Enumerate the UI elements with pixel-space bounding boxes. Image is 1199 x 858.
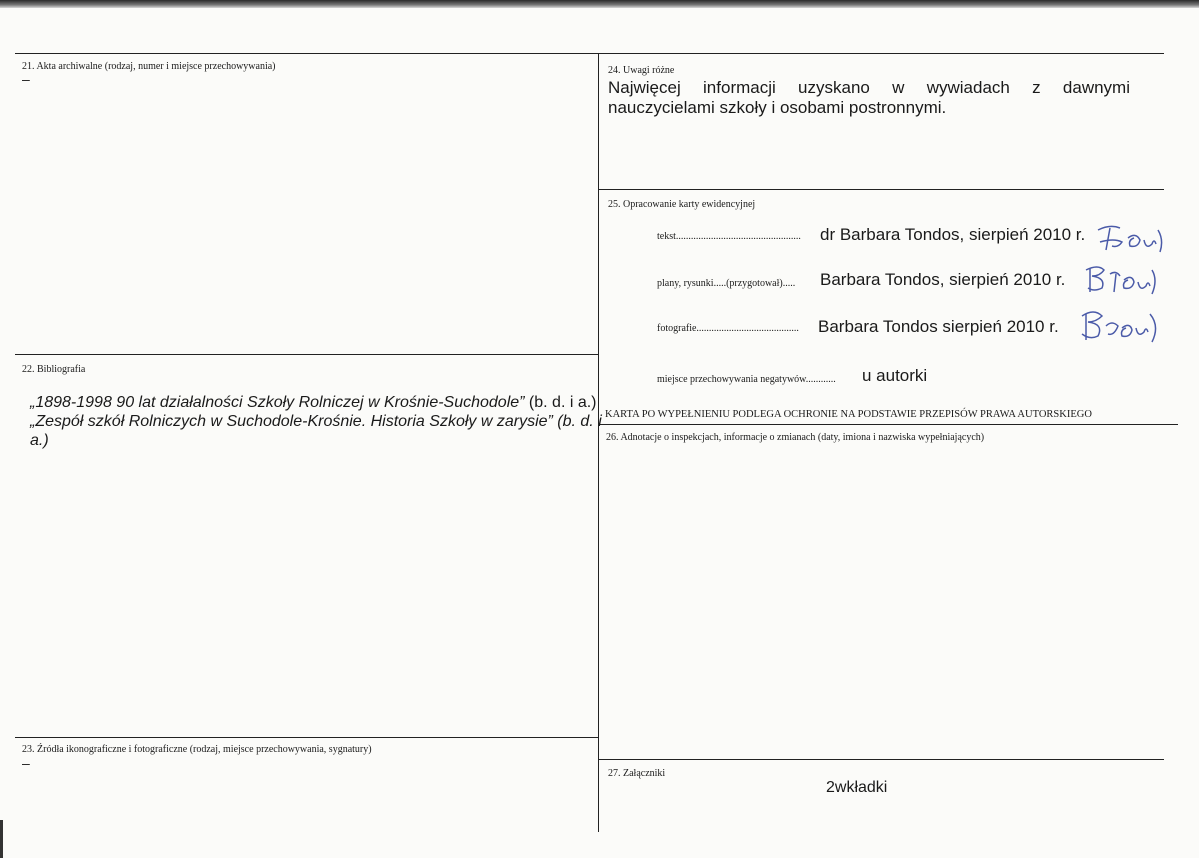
photos-row-value: Barbara Tondos sierpień 2010 r. [818,317,1059,336]
divider-21-22 [15,354,598,355]
text-row-value: dr Barbara Tondos, sierpień 2010 r. [820,225,1086,244]
bibliography-entry [30,393,602,412]
divider-26-27 [598,759,1164,760]
scan-left-edge [0,820,3,858]
negatives-row-label: miejsce przechowywania negatywów............ [657,374,836,385]
section-21-value: – [22,71,30,87]
section-27-title: 27. Załączniki [608,768,666,779]
top-border [15,53,1164,54]
section-24-text-line1: Najwięcej informacji uzyskano w wywiadach z dawnymi [608,78,1130,97]
bibliography-list [30,393,602,450]
divider-24-25 [598,189,1164,190]
section-24-text-line2: nauczycielami szkoły i osobami postronnymi. [608,98,947,117]
attachments-value: 2wkładki [826,779,888,796]
section-22-title: 22. Bibliografia [22,364,86,375]
text-row-label: tekst.................................................. [657,231,801,242]
bibliography-entry-note: (b. d. i a.) [30,413,602,449]
section-23-value: – [22,755,30,771]
bibliography-entry-title: „1898-1998 90 lat działalności Szkoły Rolniczej w Krośnie-Suchodole” [30,394,525,411]
divider-25-26 [598,424,1178,425]
signature-1 [1088,220,1168,256]
plans-row-value: Barbara Tondos, sierpień 2010 r. [820,270,1066,289]
bibliography-entry-note: (b. d. i a.) [524,394,597,411]
scan-top-edge [0,0,1199,8]
photos-row-label: fotografie......................................... [657,323,799,334]
section-25-title: 25. Opracowanie karty ewidencyjnej [608,199,756,210]
plans-row-label: plany, rysunki.....(przygotował)..... [657,278,796,289]
copyright-notice: KARTA PO WYPEŁNIENIU PODLEGA OCHRONIE NA PODSTAWIE PRZEPISÓW PRAWA AUTORSKIEGO [605,409,1092,420]
section-26-title: 26. Adnotacje o inspekcjach, informacje o zmianach (daty, imiona i nazwiska wypełniających) [606,432,985,443]
section-23-title: 23. Źródła ikonograficzne i fotograficzne (rodzaj, miejsce przechowywania, sygnatury) [22,744,372,755]
divider-22-23 [15,737,598,738]
section-21-title: 21. Akta archiwalne (rodzaj, numer i miejsce przechowywania) [22,61,276,72]
negatives-row-value: u autorki [862,366,928,385]
bibliography-entry [30,412,602,450]
signature-2 [1080,262,1160,298]
bibliography-entry-title: „Zespół szkół Rolniczych w Suchodole-Krośnie. Historia Szkoły w zarysie” [30,413,553,430]
section-24-title: 24. Uwagi różne [608,65,675,76]
signature-3 [1074,306,1164,346]
